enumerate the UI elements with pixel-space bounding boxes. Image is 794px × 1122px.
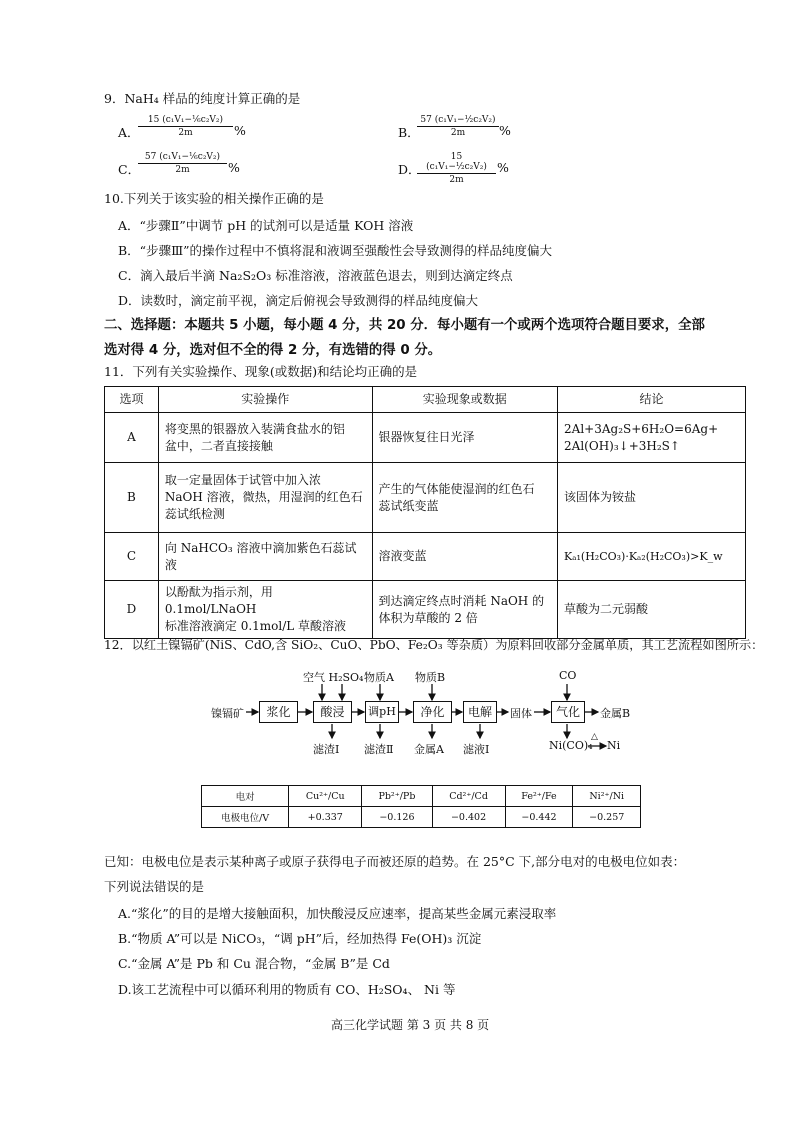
flow-heat-symbol: △	[591, 732, 598, 742]
q12-table-value-pb: −0.126	[362, 807, 432, 828]
q9-option-d-unit: %	[497, 160, 509, 175]
cell-line: 向 NaHCO₃ 溶液中滴加紫色石蕊试	[164, 540, 357, 555]
q12-table-head-ni: Ni²⁺/Ni	[573, 786, 641, 807]
q10-option-a: A．“步骤Ⅱ”中调节 pH 的试剂可以是适量 KOH 溶液	[118, 218, 414, 233]
q9-option-c-coef: 57	[144, 152, 157, 162]
q9-option-d-label: D．	[398, 162, 421, 177]
q9-option-a-den: 2m	[178, 128, 193, 138]
q12-known: 已知：电极电位是表示某种离子或原子获得电子而被还原的趋势。在 25°C 下,部分电对的电极电位如表：	[104, 854, 686, 869]
q12-table-value-fe: −0.442	[505, 807, 573, 828]
q11-row-c-option: C	[105, 533, 159, 581]
q9-option-c-den: 2m	[175, 165, 190, 175]
q9-option-b-label: B．	[398, 125, 420, 140]
section2-heading-line1: 二、选择题：本题共 5 小题，每小题 4 分，共 20 分．每小题有一个或两个选项符合题目要求，全部	[104, 318, 705, 333]
q11-header-operation: 实验操作	[158, 387, 372, 413]
cell-line: 体积为草酸的 2 倍	[378, 610, 478, 625]
q12-table-head-pair: 电对	[202, 786, 289, 807]
flow-box-gasify: 气化	[551, 701, 585, 723]
q9-option-b-den: 2m	[450, 128, 466, 138]
q11-row-d-option: D	[105, 581, 159, 639]
cell-line: 标准溶液滴定 0.1mol/L 草酸溶液	[164, 619, 347, 633]
flow-input-substance-a: 物质A	[364, 671, 394, 684]
cell-line: 蕊试纸变蓝	[378, 498, 439, 513]
flow-solid: 固体	[510, 707, 532, 720]
flow-box-slurry: 浆化	[259, 701, 298, 723]
q11-stem: 11．下列有关实验操作、现象(或数据)和结论均正确的是	[104, 364, 418, 379]
q12-option-b: B.“物质 A”可以是 NiCO₃，“调 pH”后，经加热得 Fe(OH)₃ 沉淀	[118, 931, 482, 946]
q12-table-value-cd: −0.402	[432, 807, 505, 828]
q12-table-head-cu: Cu²⁺/Cu	[289, 786, 362, 807]
page-footer: 高三化学试题 第 3 页 共 8 页	[331, 1018, 490, 1032]
q12-table-value-cu: +0.337	[289, 807, 362, 828]
q9-option-d-num: (c₁V₁−½c₂V₂)	[426, 162, 487, 172]
q9-option-c-num: (c₁V₁−⅙c₂V₂)	[159, 152, 221, 162]
flow-box-purify: 净化	[413, 701, 452, 723]
q11-row-b-option: B	[105, 463, 159, 533]
flow-input-co: CO	[559, 669, 577, 682]
flow-nickel: Ni	[607, 739, 621, 752]
cell-line: 2Al(OH)₃↓+3H₂S↑	[564, 438, 680, 453]
cell-line: 以酚酞为指示剂，用 0.1mol/LNaOH	[164, 585, 273, 616]
cell-line: 产生的气体能使湿润的红色石	[378, 481, 535, 496]
cell-line: 2Al+3Ag₂S+6H₂O=6Ag+	[564, 421, 719, 436]
section2-heading-line2: 选对得 4 分，选对但不全的得 2 分，有选错的得 0 分。	[104, 343, 442, 358]
cell-line: 银器恢复往日光泽	[378, 430, 475, 444]
q11-header-phenomenon: 实验现象或数据	[372, 387, 558, 413]
flow-metal-b: 金属B	[600, 707, 631, 720]
q9-option-a-label: A．	[118, 125, 140, 140]
q9-option-a-coef: 15	[147, 115, 160, 125]
cell-line: 该固体为铵盐	[564, 490, 637, 504]
q12-potential-table	[201, 785, 641, 828]
q9-option-d-den: 2m	[449, 175, 464, 185]
q12-table-value-ni: −0.257	[573, 807, 641, 828]
flow-metal-a: 金属A	[414, 743, 444, 756]
q9-option-b-num: (c₁V₁−½c₂V₂)	[434, 115, 496, 125]
q12-ask: 下列说法错误的是	[104, 879, 205, 894]
q11-row-a-option: A	[105, 413, 159, 463]
q10-option-d: D．读数时，滴定前平视，滴定后俯视会导致测得的样品纯度偏大	[118, 293, 479, 308]
q12-option-a: A.“浆化”的目的是增大接触面积，加快酸浸反应速率，提高某些金属元素浸取率	[118, 906, 557, 921]
flow-box-acid-leach: 酸浸	[313, 701, 352, 723]
cell-line: NaOH 溶液，微热，用湿润的红色石	[164, 490, 363, 504]
q12-table-label-potential: 电极电位/V	[202, 807, 289, 828]
flow-nickel-carbonyl: Ni(CO)₄	[549, 739, 593, 752]
cell-line: 蕊试纸检测	[164, 507, 225, 521]
flow-box-electrolysis: 电解	[463, 701, 497, 723]
q9-option-b-coef: 57	[420, 115, 432, 125]
q10-option-c: C．滴入最后半滴 Na₂S₂O₃ 标准溶液，溶液蓝色退去，则到达滴定终点	[118, 268, 513, 283]
q11-header-option: 选项	[105, 387, 159, 413]
cell-line: 溶液变蓝	[378, 549, 427, 563]
q12-table-head-cd: Cd²⁺/Cd	[432, 786, 505, 807]
q11-header-conclusion: 结论	[558, 387, 746, 413]
flow-box-adjust-ph: 调pH	[365, 701, 399, 723]
flow-residue-2: 滤渣Ⅱ	[364, 743, 394, 756]
cell-line: 将变黑的银器放入装满食盐水的铝	[164, 421, 345, 436]
q9-option-a-num: (c₁V₁−⅙c₂V₂)	[162, 115, 224, 125]
cell-line: 液	[164, 557, 177, 572]
q9-option-d-coef: 15	[450, 152, 463, 162]
q12-table-head-pb: Pb²⁺/Pb	[362, 786, 432, 807]
q12-table-head-fe: Fe²⁺/Fe	[505, 786, 573, 807]
flow-input-air-acid: 空气 H₂SO₄	[303, 671, 364, 684]
q9-option-c-label: C．	[118, 162, 141, 177]
cell-line: 盆中，二者直接接触	[164, 438, 273, 453]
q12-option-d: D.该工艺流程中可以循环利用的物质有 CO、H₂SO₄、 Ni 等	[118, 982, 456, 997]
q10-stem: 10.下列关于该实验的相关操作正确的是	[104, 191, 324, 206]
q10-option-b: B．“步骤Ⅲ”的操作过程中不慎将混和液调至强酸性会导致测得的样品纯度偏大	[118, 243, 553, 258]
flow-input-substance-b: 物质B	[415, 671, 446, 684]
q9-option-b-unit: %	[499, 123, 511, 138]
q9-option-a-unit: %	[234, 123, 246, 138]
q12-stem: 12．以红土镍镉矿(NiS、CdO,含 SiO₂、CuO、PbO、Fe₂O₃ 等杂质）为原料回收部分金属单质，其工艺流程如图所示：	[104, 638, 764, 652]
table-row	[202, 807, 641, 828]
flow-residue-1: 滤渣Ⅰ	[313, 743, 340, 756]
flow-start-ore: 镍镉矿	[211, 707, 244, 720]
cell-line: 草酸为二元弱酸	[564, 602, 649, 616]
q9-option-c-unit: %	[228, 160, 240, 175]
q9-stem: 9．NaH₄ 样品的纯度计算正确的是	[104, 91, 301, 106]
table-row	[202, 786, 641, 807]
flow-filtrate-1: 滤液Ⅰ	[463, 743, 490, 756]
cell-line: 取一定量固体于试管中加入浓	[164, 473, 321, 487]
cell-line: 到达滴定终点时消耗 NaOH 的	[378, 593, 545, 608]
q12-option-c: C.“金属 A”是 Pb 和 Cu 混合物，“金属 B”是 Cd	[118, 956, 390, 971]
cell-line: Kₐ₁(H₂CO₃)·Kₐ₂(H₂CO₃)>K_w	[564, 550, 723, 563]
